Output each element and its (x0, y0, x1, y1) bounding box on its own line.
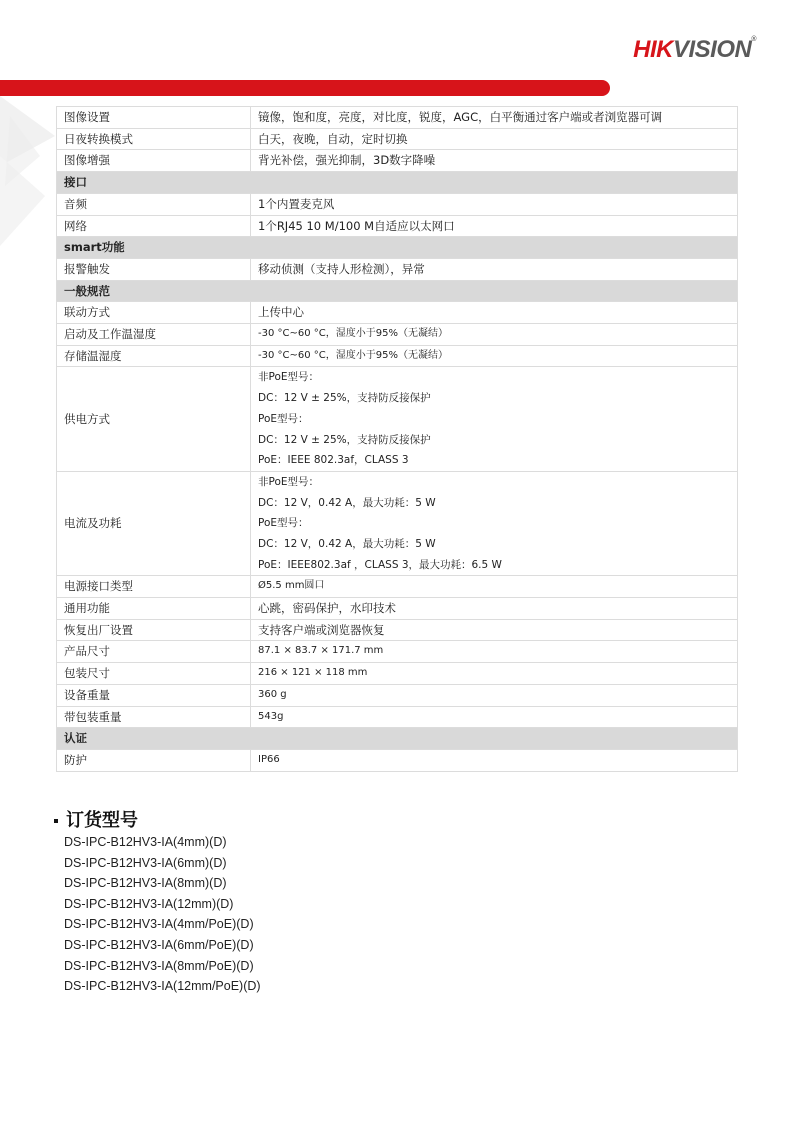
spec-section-row (57, 728, 738, 750)
spec-row (57, 324, 738, 346)
spec-row (57, 706, 738, 728)
spec-key: 防护 (57, 749, 251, 771)
spec-value-line: 非PoE型号： (258, 371, 320, 384)
spec-value: 87.1 × 83.7 × 171.7 mm (251, 641, 738, 663)
spec-key: 报警触发 (57, 258, 251, 280)
spec-section-title: 一般规范 (57, 280, 738, 302)
spec-key: 图像增强 (57, 150, 251, 172)
spec-key: 存储温湿度 (57, 345, 251, 367)
order-title-text: 订货型号 (66, 810, 138, 831)
logo-hik: HIK (633, 36, 673, 63)
spec-value-line: PoE型号： (258, 412, 309, 425)
spec-row (57, 107, 738, 129)
order-model-item: DS-IPC-B12HV3-IA(4mm/PoE)(D) (64, 917, 254, 932)
spec-value-line: PoE：IEEE 802.3af，CLASS 3 (258, 454, 409, 467)
spec-key: 联动方式 (57, 302, 251, 324)
spec-row (57, 684, 738, 706)
spec-value: 镜像，饱和度，亮度，对比度，锐度，AGC，白平衡通过客户端或者浏览器可调 (251, 107, 738, 129)
spec-value-line: PoE：IEEE802.3af ，CLASS 3，最大功耗：6.5 W (258, 558, 502, 571)
spec-value: 1个RJ45 10 M/100 M自适应以太网口 (251, 215, 738, 237)
hikvision-logo (633, 36, 756, 64)
spec-row (57, 128, 738, 150)
spec-value-line: DC：12 V ± 25%，支持防反接保护 (258, 392, 431, 405)
spec-value: -30 °C~60 °C，湿度小于95%（无凝结） (251, 345, 738, 367)
spec-section-title: 认证 (57, 728, 738, 750)
spec-section-title: smart功能 (57, 237, 738, 259)
spec-key: 恢复出厂设置 (57, 619, 251, 641)
spec-value: 216 × 121 × 118 mm (251, 663, 738, 685)
spec-row (57, 345, 738, 367)
order-model-item: DS-IPC-B12HV3-IA(8mm)(D) (64, 876, 227, 891)
spec-key: 产品尺寸 (57, 641, 251, 663)
spec-section-row (57, 280, 738, 302)
spec-key: 电源接口类型 (57, 576, 251, 598)
spec-key: 通用功能 (57, 598, 251, 620)
spec-key: 启动及工作温湿度 (57, 324, 251, 346)
header-red-bar (0, 80, 610, 96)
spec-value: 543g (251, 706, 738, 728)
spec-row (57, 619, 738, 641)
order-model-item: DS-IPC-B12HV3-IA(6mm)(D) (64, 855, 227, 870)
spec-value-line: PoE型号： (258, 517, 309, 530)
spec-value: 360 g (251, 684, 738, 706)
spec-value: 上传中心 (251, 302, 738, 324)
spec-row (57, 150, 738, 172)
spec-value (251, 367, 738, 471)
order-title (54, 806, 138, 832)
spec-key: 供电方式 (57, 367, 251, 471)
spec-value: 心跳，密码保护，水印技术 (251, 598, 738, 620)
bullet-icon (54, 819, 58, 823)
logo-vision: VISION (672, 36, 752, 63)
spec-row (57, 258, 738, 280)
spec-value: -30 °C~60 °C，湿度小于95%（无凝结） (251, 324, 738, 346)
logo-trademark: ® (751, 36, 756, 43)
spec-value: 白天，夜晚，自动，定时切换 (251, 128, 738, 150)
order-model-list (64, 832, 261, 997)
spec-value: 支持客户端或浏览器恢复 (251, 619, 738, 641)
order-model-item: DS-IPC-B12HV3-IA(4mm)(D) (64, 835, 227, 849)
spec-row (57, 663, 738, 685)
spec-key: 带包装重量 (57, 706, 251, 728)
spec-row (57, 471, 738, 575)
spec-value-line: DC：12 V，0.42 A，最大功耗：5 W (258, 537, 436, 550)
spec-value: 移动侦测（支持人形检测），异常 (251, 258, 738, 280)
spec-value (251, 471, 738, 575)
order-model-item: DS-IPC-B12HV3-IA(12mm)(D) (64, 896, 234, 911)
spec-row (57, 576, 738, 598)
spec-section-row (57, 237, 738, 259)
spec-row (57, 641, 738, 663)
spec-key: 图像设置 (57, 107, 251, 129)
spec-key: 电流及功耗 (57, 471, 251, 575)
spec-row (57, 193, 738, 215)
spec-row (57, 598, 738, 620)
spec-key: 日夜转换模式 (57, 128, 251, 150)
decorative-triangles (0, 96, 60, 256)
spec-section-title: 接口 (57, 172, 738, 194)
spec-row (57, 302, 738, 324)
spec-value: 1个内置麦克风 (251, 193, 738, 215)
spec-value: 背光补偿，强光抑制，3D数字降噪 (251, 150, 738, 172)
spec-section-row (57, 172, 738, 194)
spec-value: Ø5.5 mm圆口 (251, 576, 738, 598)
spec-row (57, 215, 738, 237)
spec-key: 设备重量 (57, 684, 251, 706)
spec-value-line: DC：12 V ± 25%，支持防反接保护 (258, 433, 431, 446)
spec-value-line: 非PoE型号： (258, 475, 320, 488)
spec-key: 包装尺寸 (57, 663, 251, 685)
order-model-item: DS-IPC-B12HV3-IA(8mm/PoE)(D) (64, 958, 254, 973)
spec-value: IP66 (251, 749, 738, 771)
order-model-item: DS-IPC-B12HV3-IA(12mm/PoE)(D) (64, 979, 261, 994)
spec-key: 音频 (57, 193, 251, 215)
spec-key: 网络 (57, 215, 251, 237)
spec-table (56, 106, 738, 772)
spec-row (57, 367, 738, 471)
spec-row (57, 749, 738, 771)
spec-value-line: DC：12 V，0.42 A，最大功耗：5 W (258, 496, 436, 509)
order-model-item: DS-IPC-B12HV3-IA(6mm/PoE)(D) (64, 937, 254, 952)
